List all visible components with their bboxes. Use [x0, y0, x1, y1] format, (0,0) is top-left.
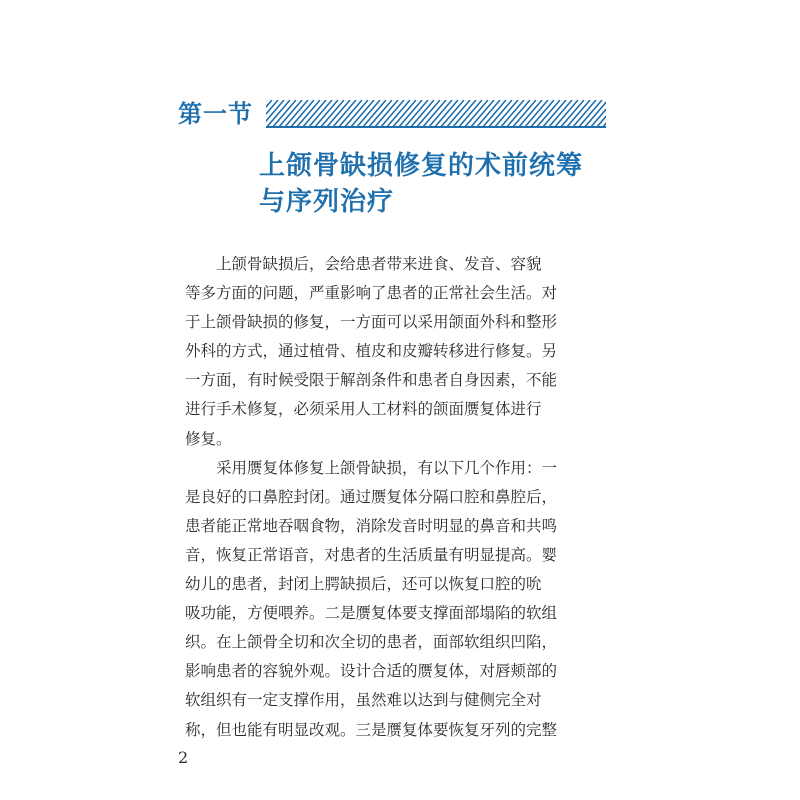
text-line: 影响患者的容貌外观。设计合适的赝复体，对唇颊部的 — [185, 662, 558, 681]
text-line: 上颌骨缺损后，会给患者带来进食、发音、容貌 — [185, 255, 542, 273]
hatch-decoration — [266, 100, 606, 128]
text-line: 吸功能，方便喂养。二是赝复体要支撑面部塌陷的软组 — [185, 604, 558, 623]
section-label: 第一节 — [178, 100, 253, 128]
page-number: 2 — [178, 748, 189, 767]
text-line: 幼儿的患者，封闭上腭缺损后，还可以恢复口腔的吮 — [185, 575, 542, 594]
text-line: 等多方面的问题，严重影响了患者的正常社会生活。对 — [185, 284, 558, 303]
text-line: 织。在上颌骨全切和次全切的患者，面部软组织凹陷， — [185, 633, 558, 652]
text-line: 采用赝复体修复上颌骨缺损，有以下几个作用：一 — [185, 458, 558, 477]
chapter-title-line: 与序列治疗 — [259, 187, 395, 217]
text-line: 患者能正常地吞咽食物，消除发音时明显的鼻音和共鸣 — [185, 516, 558, 535]
text-line: 一方面，有时候受限于解剖条件和患者自身因素，不能 — [185, 371, 558, 390]
text-line: 音，恢复正常语音，对患者的生活质量有明显提高。婴 — [185, 545, 558, 564]
text-line: 称，但也能有明显改观。三是赝复体要恢复牙列的完整 — [185, 720, 558, 739]
chapter-title — [259, 148, 619, 220]
text-line: 软组织有一定支撑作用，虽然难以达到与健侧完全对 — [185, 691, 542, 710]
body-text — [185, 250, 605, 745]
text-line: 修复。 — [185, 429, 232, 448]
text-line: 于上颌骨缺损的修复，一方面可以采用颌面外科和整形 — [185, 313, 558, 332]
text-line: 进行手术修复，必须采用人工材料的颌面赝复体进行 — [185, 400, 542, 419]
chapter-title-line: 上颌骨缺损修复的术前统筹 — [259, 151, 584, 181]
text-line: 外科的方式，通过植骨、植皮和皮瓣转移进行修复。另 — [185, 342, 558, 361]
section-header — [178, 96, 606, 132]
text-line: 是良好的口鼻腔封闭。通过赝复体分隔口腔和鼻腔后， — [185, 487, 558, 506]
